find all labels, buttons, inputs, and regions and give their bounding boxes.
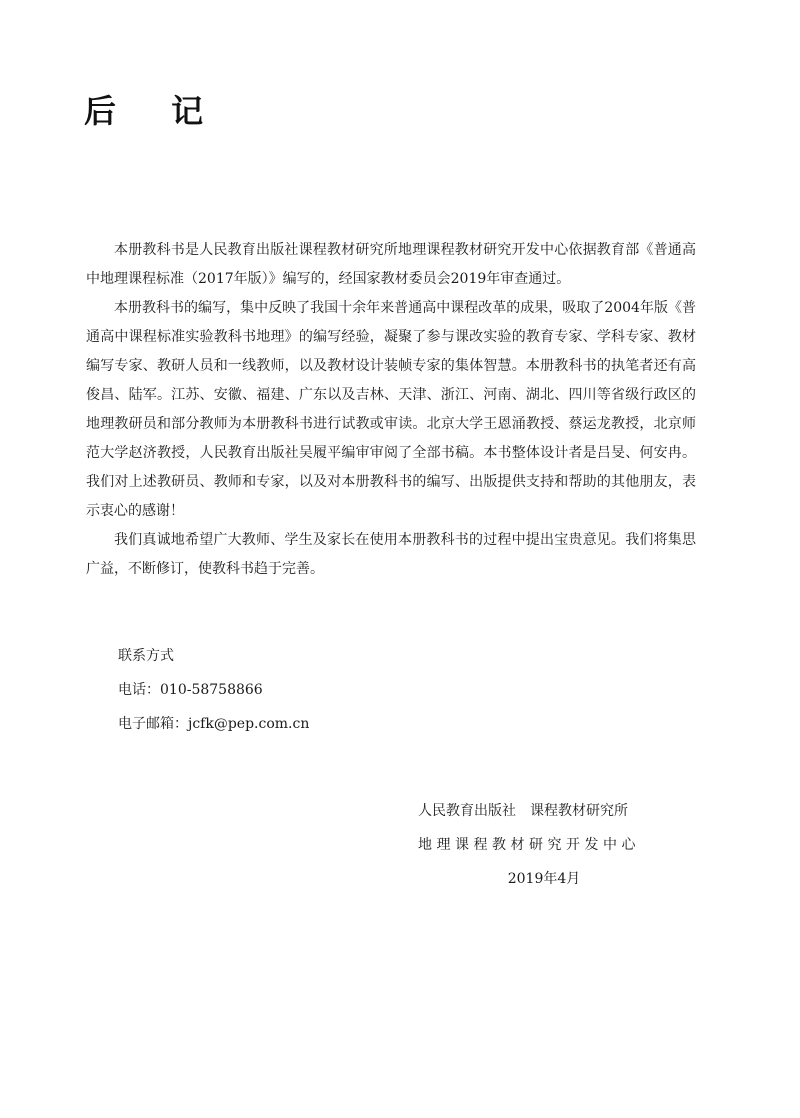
- contact-phone: 电话：010-58758866: [118, 682, 263, 698]
- page-title: 后 记: [84, 92, 226, 130]
- signature-org-line2: 地理课程教材研究开发中心: [418, 837, 640, 853]
- body-text: [86, 236, 696, 584]
- paragraph: 我们真诚地希望广大教师、学生及家长在使用本册教科书的过程中提出宝贵意见。我们将集思广益，不断修订，使教科书趋于完善。: [86, 532, 696, 577]
- paragraph: 本册教科书是人民教育出版社课程教材研究所地理课程教材研究开发中心依据教育部《普通高中地理课程标准（2017年版）》编写的，经国家教材委员会2019年审查通过。: [86, 242, 696, 287]
- contact-email: 电子邮箱：jcfk@pep.com.cn: [118, 716, 310, 732]
- contact-heading: 联系方式: [118, 648, 174, 664]
- paragraph: 本册教科书的编写，集中反映了我国十余年来普通高中课程改革的成果，吸取了2004年版《普通高中课程标准实验教科书地理》的编写经验，凝聚了参与课改实验的教育专家、学科专家、教材编写专家、教研人员和一线教师，以及教材设计装帧专家的集体智慧。本册教科书的执笔者还有高俊昌、陆军。江苏、安徽、福建、广东以及吉林、天津、浙江、河南、湖北、四川等省级行政区的地理教研员和部分教师为本册教科书进行试教或审读。北京大学王恩涌教授、蔡运龙教授，北京师范大学赵济教授，人民教育出版社吴履平编审审阅了全部书稿。本书整体设计者是吕旻、何安冉。我们对上述教研员、教师和专家，以及对本册教科书的编写、出版提供支持和帮助的其他朋友，表示衷心的感谢！: [86, 300, 696, 519]
- signature-block: [418, 794, 688, 896]
- contact-block: [118, 639, 309, 741]
- signature-org-line1: 人民教育出版社 课程教材研究所: [418, 803, 628, 819]
- signature-date: 2019年4月: [507, 871, 581, 887]
